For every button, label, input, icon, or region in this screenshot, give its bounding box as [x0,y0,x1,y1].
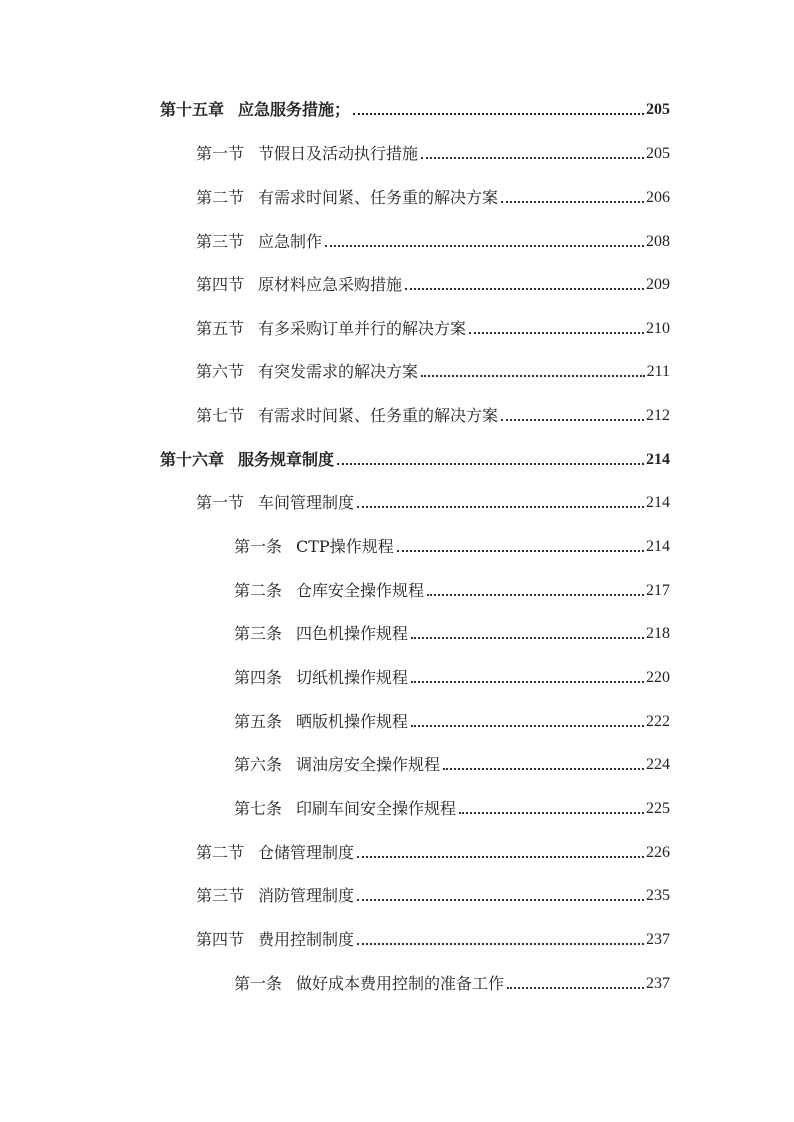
toc-entry-page: 235 [646,887,670,904]
toc-entry-article[interactable] [234,664,670,688]
toc-entry-label [196,319,466,339]
toc-entry-page: 212 [646,407,670,424]
toc-entry-title: 切纸机操作规程 [296,668,409,687]
toc-entry-title: 仓储管理制度 [258,843,355,862]
toc-entry-number: 第四节 [196,930,245,949]
toc-entry-title: 车间管理制度 [258,493,355,512]
toc-entry-page: 208 [646,233,670,250]
toc-entry-number: 第三节 [196,886,245,905]
toc-entry-article[interactable] [234,577,670,601]
toc-entry-title: 仓库安全操作规程 [296,581,425,600]
dot-leader [507,987,644,989]
toc-entry-section[interactable] [196,882,670,906]
dot-leader [501,419,644,421]
toc-entry-title: 费用控制制度 [258,930,355,949]
dot-leader [337,463,644,465]
toc-entry-page: 226 [646,844,670,861]
toc-entry-title: 晒版机操作规程 [296,712,409,731]
toc-entry-number: 第二节 [196,188,245,207]
toc-entry-section[interactable] [196,228,670,252]
toc-entry-page: 218 [646,625,670,642]
toc-entry-title: 应急制作 [258,232,323,251]
toc-entry-number: 第一节 [196,493,245,512]
dot-leader [411,725,644,727]
toc-entry-article[interactable] [234,795,670,819]
toc-entry-number: 第一条 [234,974,283,993]
dot-leader [325,245,644,247]
toc-entry-label [196,886,354,906]
toc-entry-number: 第六条 [234,755,283,774]
toc-entry-section[interactable] [196,315,670,339]
dot-leader [421,375,645,377]
toc-entry-label [234,974,504,994]
toc-entry-section[interactable] [196,358,670,382]
toc-entry-number: 第三节 [196,232,245,251]
toc-entry-title: 有突发需求的解决方案 [258,362,419,381]
toc-entry-number: 第七条 [234,799,283,818]
toc-entry-title: 消防管理制度 [258,886,355,905]
toc-entry-page: 205 [646,101,670,118]
dot-leader [427,594,644,596]
toc-entry-section[interactable] [196,926,670,950]
toc-entry-label [196,406,498,426]
toc-entry-chapter-15[interactable] [160,96,670,120]
toc-entry-number: 第六节 [196,362,245,381]
toc-entry-article[interactable] [234,751,670,775]
toc-entry-title: 有需求时间紧、任务重的解决方案 [258,406,499,425]
dot-leader [357,899,644,901]
toc-entry-label [234,755,440,775]
toc-entry-number: 第十五章 [160,100,225,119]
toc-entry-page: 214 [646,494,670,511]
toc-entry-number: 第四节 [196,275,245,294]
dot-leader [459,812,644,814]
toc-entry-label [234,668,408,688]
toc-entry-page: 237 [646,931,670,948]
toc-entry-label [196,275,402,295]
toc-entry-number: 第一条 [234,537,283,556]
dot-leader [357,506,644,508]
toc-entry-number: 第五条 [234,712,283,731]
toc-entry-title: 有多采购订单并行的解决方案 [258,319,467,338]
toc-entry-label [160,450,334,470]
toc-entry-title: 四色机操作规程 [296,624,409,643]
toc-entry-number: 第四条 [234,668,283,687]
toc-entry-page: 206 [646,189,670,206]
toc-entry-title: 有需求时间紧、任务重的解决方案 [258,188,499,207]
toc-entry-page: 211 [646,363,670,380]
toc-entry-page: 205 [646,145,670,162]
dot-leader [411,637,644,639]
toc-entry-title: 应急服务措施； [238,100,351,119]
toc-entry-label [196,843,354,863]
toc-entry-page: 217 [646,582,670,599]
toc-entry-section[interactable] [196,402,670,426]
dot-leader [357,856,644,858]
toc-entry-label [234,624,408,644]
toc-entry-title: 服务规章制度 [238,450,335,469]
toc-entry-number: 第二节 [196,843,245,862]
toc-entry-title: 原材料应急采购措施 [258,275,403,294]
toc-entry-label [160,100,350,120]
toc-entry-section[interactable] [196,140,670,164]
toc-entry-page: 225 [646,800,670,817]
toc-entry-page: 210 [646,320,670,337]
toc-entry-label [196,362,418,382]
toc-entry-number: 第一节 [196,144,245,163]
toc-entry-title: 节假日及活动执行措施 [258,144,419,163]
dot-leader [421,157,644,159]
toc-entry-page: 214 [646,538,670,555]
toc-entry-label [196,188,498,208]
dot-leader [469,332,644,334]
toc-entry-label [234,581,424,601]
toc-entry-page: 214 [646,451,670,468]
toc-entry-article[interactable] [234,708,670,732]
toc-entry-number: 第三条 [234,624,283,643]
dot-leader [405,288,644,290]
toc-entry-section[interactable] [196,489,670,513]
toc-entry-number: 第十六章 [160,450,225,469]
toc-entry-title: 印刷车间安全操作规程 [296,799,457,818]
toc-entry-label [196,144,418,164]
toc-entry-article[interactable] [234,620,670,644]
toc-entry-article[interactable] [234,533,670,557]
dot-leader [357,943,644,945]
toc-entry-number: 第七节 [196,406,245,425]
dot-leader [397,550,644,552]
toc-entry-article[interactable] [234,970,670,994]
toc-entry-label [234,712,408,732]
dot-leader [411,681,644,683]
toc-entry-section[interactable] [196,184,670,208]
toc-entry-page: 220 [646,669,670,686]
toc-entry-number: 第五节 [196,319,245,338]
toc-entry-title: 做好成本费用控制的准备工作 [296,974,505,993]
dot-leader [501,201,644,203]
toc-entry-label [196,493,354,513]
toc-entry-page: 224 [646,756,670,773]
toc-entry-page: 237 [646,975,670,992]
toc-entry-title: 调油房安全操作规程 [296,755,441,774]
toc-entry-page: 222 [646,713,670,730]
toc-entry-section[interactable] [196,839,670,863]
toc-entry-label [196,930,354,950]
toc-entry-label [234,537,394,557]
toc-entry-page: 209 [646,276,670,293]
toc-entry-label [234,799,456,819]
toc-entry-title: CTP操作规程 [296,537,394,556]
toc-entry-section[interactable] [196,271,670,295]
toc-entry-chapter-16[interactable] [160,446,670,470]
dot-leader [443,768,644,770]
toc-entry-label [196,232,322,252]
toc-entry-number: 第二条 [234,581,283,600]
dot-leader [353,113,644,115]
